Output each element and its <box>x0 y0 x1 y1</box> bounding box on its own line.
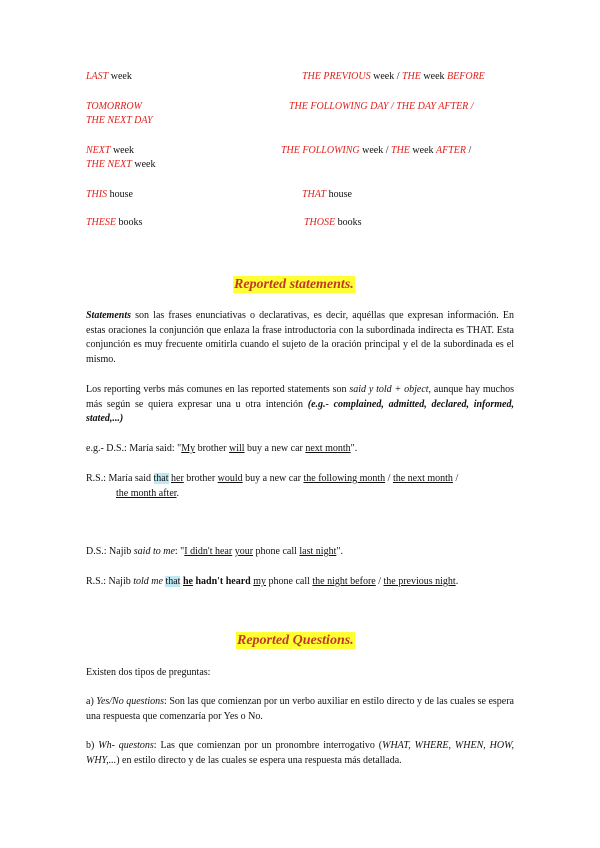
pair-left-tomorrow: TOMORROW <box>86 101 142 112</box>
pair-left-last: LAST week <box>86 71 132 82</box>
pair-left-this: THIS house <box>86 189 133 200</box>
term-last: LAST <box>86 71 109 82</box>
yes-no-questions-paragraph: a) Yes/No questions: Son las que comienzan por un verbo auxiliar en estilo directo y de las cuales se espera una respuesta que comenzaría por Yes o No. <box>86 696 514 722</box>
heading-reported-questions: Reported Questions. <box>237 633 354 648</box>
example2-direct-speech: D.S.: Najib said to me: "I didn't hear your phone call last night". <box>86 546 343 557</box>
example1-reported-speech: R.S.: María said that her brother would buy a new car the following month / the next month / <box>86 473 459 484</box>
heading-reported-statements: Reported statements. <box>234 277 354 292</box>
example1-direct-speech: e.g.- D.S.: María said: "My brother will buy a new car next month". <box>86 443 358 454</box>
reporting-verbs-paragraph: Los reporting verbs más comunes en las reported statements son said y told + object, aunque hay muchos más según se quiera expresar una u otra intención (e.g.- complained, admitted, declared, informed, stated,...) <box>86 384 514 424</box>
example1-reported-speech-cont: the month after. <box>116 488 180 499</box>
wh-questions-paragraph: b) Wh- questons: Las que comienzan por un pronombre interrogativo (WHAT, WHERE, WHEN, HOW, WHY,...) en estilo directo y de las cuales se espera una respuesta más detallada. <box>86 740 514 766</box>
questions-intro: Existen dos tipos de preguntas: <box>86 667 211 678</box>
pair-cont-next: THE NEXT week <box>86 159 156 170</box>
pair-right-those: THOSE books <box>304 217 362 228</box>
pair-right-last: THE PREVIOUS week / THE week BEFORE <box>302 71 485 82</box>
statements-paragraph: Statements son las frases enunciativas o declarativas, es decir, aquéllas que expresan información. En estas oraciones la conjunción que enlaza la frase introductoria con la subordinada indirecta es THAT. Esta conjunción es muy frecuente omitirla cuando el sujeto de la oración principal y el de la subordinada es el mismo. <box>86 310 514 365</box>
pair-right-next: THE FOLLOWING week / THE week AFTER / <box>281 145 472 156</box>
pair-right-that: THAT house <box>302 189 352 200</box>
example2-reported-speech: R.S.: Najib told me that he hadn't heard my phone call the night before / the previous night. <box>86 576 459 587</box>
pair-cont-tomorrow: THE NEXT DAY <box>86 115 153 126</box>
pair-right-tomorrow: THE FOLLOWING DAY / THE DAY AFTER / <box>289 101 474 112</box>
pair-left-next: NEXT week <box>86 145 135 156</box>
pair-left-these: THESE books <box>86 217 143 228</box>
